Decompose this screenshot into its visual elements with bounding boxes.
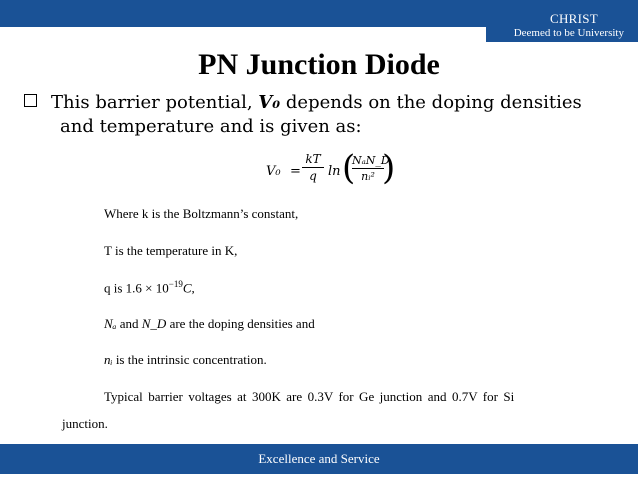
q-unit: C, bbox=[182, 280, 195, 296]
bullet-text-after: depends on the doping densities bbox=[285, 92, 582, 113]
bullet-symbol: V₀ bbox=[258, 92, 281, 113]
slide-title: PN Junction Diode bbox=[198, 48, 440, 81]
nd-symbol: N_D bbox=[141, 316, 167, 331]
fraction-bar bbox=[302, 167, 324, 168]
definition-k: Where k is the Boltzmann’s constant, bbox=[104, 206, 299, 221]
formula-fraction bbox=[302, 152, 324, 183]
q-exponent: −19 bbox=[168, 279, 183, 289]
inner-fraction-bar bbox=[352, 168, 384, 169]
barrier-potential-formula bbox=[266, 148, 406, 194]
ni-symbol: nᵢ bbox=[104, 352, 113, 367]
brand-tagline: Deemed to be University bbox=[513, 27, 624, 39]
brand-name: CHRIST bbox=[549, 11, 598, 26]
formula-denominator: q bbox=[309, 169, 317, 183]
formula-lhs: V₀ bbox=[266, 164, 281, 179]
definition-ni bbox=[104, 352, 267, 368]
typical-voltages-end: junction. bbox=[62, 416, 108, 431]
formula-inner-denominator: nᵢ² bbox=[361, 170, 375, 183]
bullet-point bbox=[24, 91, 624, 139]
definition-q bbox=[104, 279, 195, 296]
doping-text: are the doping densities and bbox=[166, 316, 315, 331]
bullet-text-before: This barrier potential, bbox=[51, 92, 253, 113]
ni-text: is the intrinsic concentration. bbox=[112, 352, 267, 367]
typical-voltages: Typical barrier voltages at 300K are 0.3V for Ge junction and 0.7V for Si bbox=[104, 389, 515, 404]
footer-text: Excellence and Service bbox=[258, 451, 380, 466]
definition-t: T is the temperature in K, bbox=[104, 243, 238, 258]
formula-close-paren: ) bbox=[382, 148, 396, 188]
university-brand bbox=[486, 9, 638, 42]
definition-doping bbox=[104, 316, 315, 332]
formula-numerator: kT bbox=[305, 152, 321, 166]
and-text: and bbox=[116, 316, 142, 331]
formula-equals: = bbox=[290, 164, 301, 179]
formula-ln: ln bbox=[328, 164, 341, 179]
bullet-text-line2: and temperature and is given as: bbox=[60, 116, 362, 137]
formula-inner-fraction bbox=[352, 154, 390, 183]
checkbox-bullet-icon bbox=[24, 94, 37, 107]
q-text: q is 1.6 × 10 bbox=[104, 280, 169, 296]
formula-open-paren: ( bbox=[342, 148, 356, 188]
footer-bar bbox=[0, 444, 638, 474]
na-symbol: Nₐ bbox=[104, 316, 117, 331]
formula-inner-numerator: NₐN_D bbox=[352, 154, 390, 167]
